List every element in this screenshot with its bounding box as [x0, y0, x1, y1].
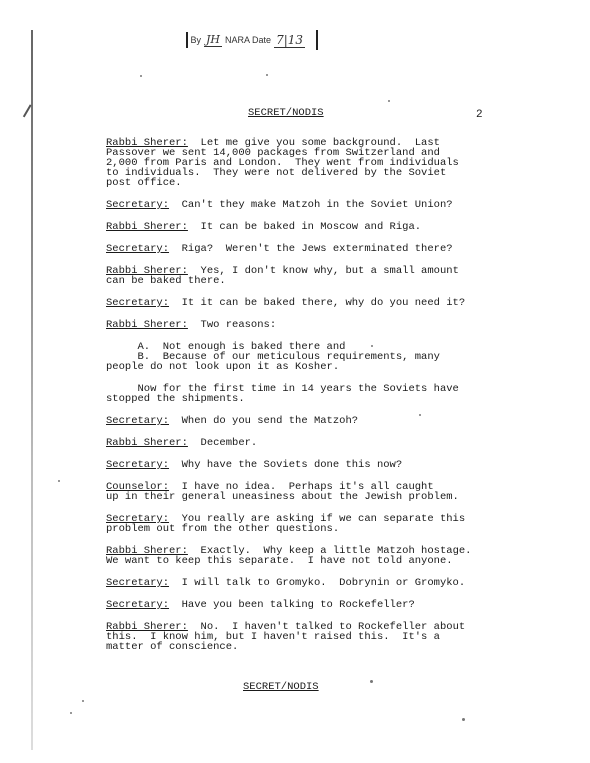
transcript-paragraph	[106, 138, 506, 188]
text-line	[106, 600, 506, 610]
transcript-paragraph	[106, 438, 506, 448]
page-number: 2	[476, 109, 483, 121]
line-text: You really are asking if we can separate this	[169, 513, 466, 525]
speaker-label: Rabbi Sherer:	[106, 621, 188, 633]
transcript-paragraph	[106, 482, 506, 502]
transcript-paragraph	[106, 266, 506, 286]
line-text: We want to keep this separate. I have not told anyone.	[106, 555, 453, 567]
speaker-label: Rabbi Sherer:	[106, 437, 188, 449]
line-text: I have no idea. Perhaps it's all caught	[169, 481, 434, 493]
scan-speck	[419, 414, 421, 416]
speaker-label: Secretary:	[106, 577, 170, 589]
transcript-paragraph	[106, 416, 506, 426]
line-text: Now for the first time in 14 years the Soviets have	[106, 383, 459, 395]
transcript-paragraph	[106, 546, 506, 566]
line-text: December.	[187, 437, 258, 449]
speaker-label: Rabbi Sherer:	[106, 137, 188, 149]
line-text: It can be baked in Moscow and Riga.	[187, 221, 422, 233]
line-text: to individuals. They were not delivered by the Soviet	[106, 167, 447, 179]
text-line	[106, 362, 506, 372]
stamp-date: 7|13	[276, 32, 304, 47]
transcript-paragraph	[106, 222, 506, 232]
transcript-paragraph	[106, 200, 506, 210]
transcript-paragraph	[106, 298, 506, 308]
scan-speck	[58, 480, 60, 482]
scan-speck	[371, 345, 373, 347]
speaker-label: Secretary:	[106, 297, 170, 309]
text-line	[106, 276, 506, 286]
line-text: Why have the Soviets done this now?	[169, 459, 403, 471]
stamp-left-bar	[186, 32, 188, 48]
transcript-paragraph	[106, 384, 506, 404]
speaker-label: Secretary:	[106, 513, 170, 525]
speaker-label: Secretary:	[106, 243, 170, 255]
scan-speck	[388, 100, 390, 102]
speaker-label: Secretary:	[106, 599, 170, 611]
transcript-body	[106, 138, 506, 652]
stamp-right-bar	[316, 30, 318, 50]
line-text: A. Not enough is baked there and	[106, 341, 346, 353]
transcript-paragraph	[106, 342, 506, 372]
line-text: It it can be baked there, why do you need it?	[169, 297, 466, 309]
line-text: Two reasons:	[187, 319, 277, 331]
text-line	[106, 416, 506, 426]
line-text: Yes, I don't know why, but a small amount	[187, 265, 459, 277]
line-text: Let me give you some background. Last	[187, 137, 440, 149]
scan-speck	[370, 680, 373, 683]
text-line	[106, 178, 506, 188]
speaker-label: Rabbi Sherer:	[106, 265, 188, 277]
transcript-paragraph	[106, 600, 506, 610]
line-text: When do you send the Matzoh?	[169, 415, 359, 427]
text-line	[106, 556, 506, 566]
transcript-paragraph	[106, 320, 506, 330]
speaker-label: Counselor:	[106, 481, 170, 493]
scan-edge-line	[31, 30, 33, 750]
line-text: Have you been talking to Rockefeller?	[169, 599, 415, 611]
scan-speck	[140, 75, 142, 77]
line-text: problem out from the other questions.	[106, 523, 340, 535]
line-text: Can't they make Matzoh in the Soviet Union?	[169, 199, 453, 211]
scan-edge-mark	[23, 104, 31, 117]
line-text: can be baked there.	[106, 275, 226, 287]
line-text: 2,000 from Paris and London. They went from individuals	[106, 157, 459, 169]
line-text: Exactly. Why keep a little Matzoh hostage.	[187, 545, 472, 557]
transcript-paragraph	[106, 622, 506, 652]
text-line	[106, 298, 506, 308]
scan-speck	[82, 700, 84, 702]
text-line	[106, 222, 506, 232]
transcript-paragraph	[106, 244, 506, 254]
line-text: matter of conscience.	[106, 641, 239, 653]
text-line	[106, 578, 506, 588]
line-text: this. I know him, but I haven't raised this. It's a	[106, 631, 440, 643]
line-text: B. Because of our meticulous requirements, many	[106, 351, 440, 363]
scan-speck	[462, 718, 465, 721]
text-line	[106, 394, 506, 404]
stamp-initials: JH	[206, 33, 221, 46]
line-text: people do not look upon it as Kosher.	[106, 361, 340, 373]
text-line	[106, 642, 506, 652]
text-line	[106, 244, 506, 254]
stamp-nara-label: NARA Date	[225, 35, 272, 45]
speaker-label: Secretary:	[106, 199, 170, 211]
transcript-paragraph	[106, 578, 506, 588]
speaker-label: Rabbi Sherer:	[106, 319, 188, 331]
text-line	[106, 320, 506, 330]
line-text: Passover we sent 14,000 packages from Switzerland and	[106, 147, 440, 159]
text-line	[106, 492, 506, 502]
stamp-by-label: By	[190, 35, 202, 45]
text-line	[106, 460, 506, 470]
transcript-paragraph	[106, 460, 506, 470]
classification-header: SECRET/NODIS	[248, 107, 324, 119]
line-text: up in their general uneasiness about the Jewish problem.	[106, 491, 459, 503]
line-text: No. I haven't talked to Rockefeller about	[187, 621, 466, 633]
text-line	[106, 200, 506, 210]
transcript-paragraph	[106, 514, 506, 534]
line-text: I will talk to Gromyko. Dobrynin or Gromyko.	[169, 577, 466, 589]
speaker-label: Rabbi Sherer:	[106, 221, 188, 233]
scan-speck	[70, 712, 72, 714]
text-line	[106, 438, 506, 448]
speaker-label: Secretary:	[106, 459, 170, 471]
declassification-stamp	[186, 30, 318, 50]
scan-speck	[266, 74, 268, 76]
line-text: Riga? Weren't the Jews exterminated there?	[169, 243, 453, 255]
line-text: post office.	[106, 177, 182, 189]
speaker-label: Secretary:	[106, 415, 170, 427]
classification-footer: SECRET/NODIS	[243, 681, 319, 693]
line-text: stopped the shipments.	[106, 393, 245, 405]
text-line	[106, 524, 506, 534]
speaker-label: Rabbi Sherer:	[106, 545, 188, 557]
